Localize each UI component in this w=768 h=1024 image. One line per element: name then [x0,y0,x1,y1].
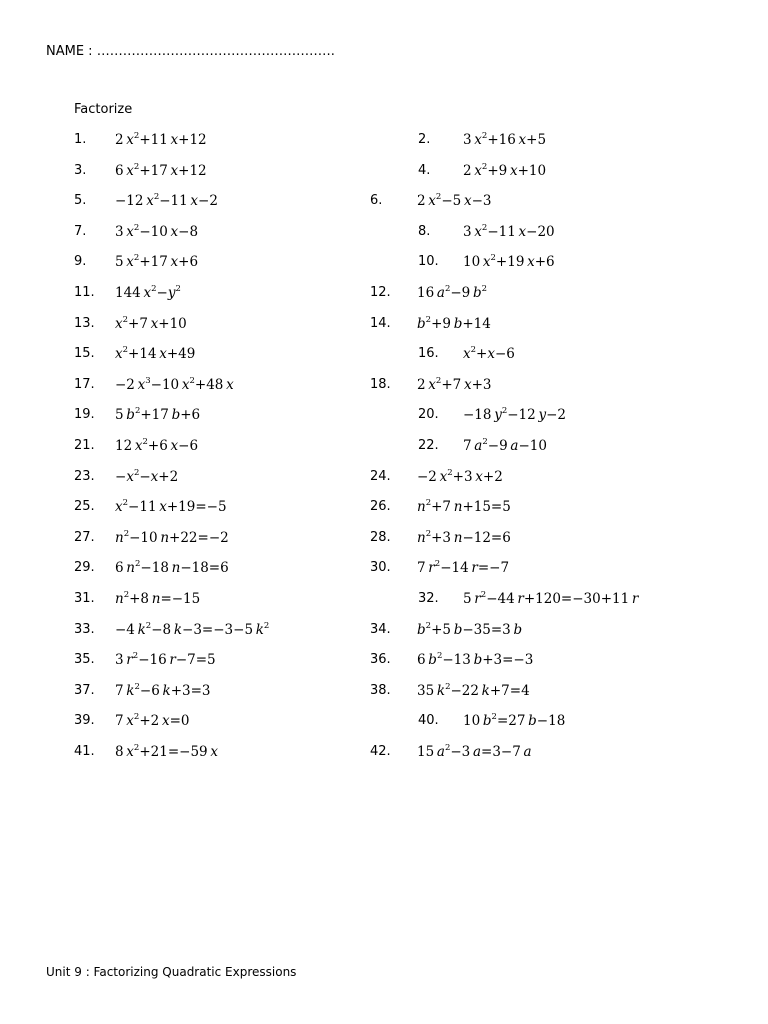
problem-expression: 2 $x^2+9$ x+10 [463,161,547,179]
problem-number: 5. [74,193,87,209]
problem-expression: 3 $x^2-11$ x−20 [463,222,555,240]
problem-number: 13. [74,315,95,331]
problem-expression: 6 $n^2-18$ n−18=6 [115,559,229,577]
problem-number: 20. [418,407,439,423]
problem-expression: $b^2+9$ b+14 [417,314,491,332]
problem-number: 29. [74,560,95,576]
problem-expression: 7 $r^2-14$ r=−7 [417,559,510,577]
problem-number: 1. [74,132,87,147]
problem-number: 27. [74,529,95,545]
problem-expression: −2 $x^3-10$ $x^2+48$ x [115,375,234,393]
problem-number: 11. [74,285,95,300]
problem-expression: $x^2+7$ x+10 [115,314,187,332]
problem-expression: $n^2+7$ n+15=5 [417,498,511,516]
problem-number: 23. [74,468,95,484]
problem-number: 37. [74,682,95,698]
problem-expression: 10 $b^2=27$ b−18 [463,712,566,730]
problem-expression: 3 $x^2+16$ x+5 [463,131,547,148]
problem-expression: 144 $x^2-y^2$ [115,284,181,301]
problem-expression: −4 $k^2-8$ k−3=−3−5 $k^2$ [115,620,270,638]
problem-expression: −12 $x^2-11$ x−2 [115,192,218,210]
problem-number: 7. [74,223,87,239]
problem-number: 26. [370,499,391,515]
problem-number: 19. [74,407,95,423]
problem-number: 12. [370,285,391,300]
problem-number: 24. [370,468,391,484]
problem-number: 6. [370,193,383,209]
problem-number: 39. [74,713,95,729]
problem-expression: 12 $x^2+6$ x−6 [115,437,199,454]
problem-expression: $b^2+5$ b−35=3 b [417,620,523,638]
problem-expression: $x^2+14$ x+49 [115,345,196,363]
problem-expression: 5 $b^2+17$ b+6 [115,406,201,424]
problem-expression: $-x^2-x+2$ [115,467,179,485]
problem-number: 14. [370,315,391,331]
problem-expression: 7 $x^2+2$ x=0 [115,712,190,730]
problem-expression: $n^2-10$ n+22=−2 [115,528,229,546]
instruction-heading: Factorize [74,102,133,117]
problem-expression: 15 $a^2-3$ a=3−7 a [417,743,532,760]
problem-number: 38. [370,682,391,698]
problem-number: 41. [74,744,95,759]
problem-expression: 6 $x^2+17$ x+12 [115,161,207,179]
problem-number: 34. [370,621,391,637]
problem-number: 3. [74,162,87,178]
problem-expression: 2 $x^2-5$ x−3 [417,192,492,210]
problem-number: 15. [74,346,95,362]
problem-number: 35. [74,652,95,668]
problem-number: 25. [74,499,95,515]
problem-expression: 8 $x^2+21=-59$ x [115,743,218,760]
problem-number: 2. [418,132,431,147]
problem-number: 33. [74,621,95,637]
problem-number: 18. [370,376,391,392]
problem-expression: 2 $x^2+7$ x+3 [417,375,492,393]
problem-number: 21. [74,438,95,453]
problem-expression: 2 $x^2+11$ x+12 [115,131,207,148]
footer-text: Unit 9 : Factorizing Quadratic Expressions [46,965,297,979]
problem-number: 8. [418,223,431,239]
problem-number: 36. [370,652,391,668]
problem-expression: 6 $b^2-13$ b+3=−3 [417,651,534,669]
problem-expression: −2 $x^2+3$ x+2 [417,467,503,485]
problem-expression: 3 $x^2-10$ x−8 [115,222,199,240]
problem-number: 42. [370,744,391,759]
problem-expression: 7 $a^2-9$ a−10 [463,437,547,454]
problem-expression: −18 $y^2-12$ y−2 [463,406,566,424]
problem-number: 9. [74,254,87,270]
problem-expression: 3 $r^2-16$ r−7=5 [115,651,216,669]
name-field-label: NAME : ………………………………………………. [46,44,335,59]
problem-number: 30. [370,560,391,576]
problem-number: 10. [418,254,439,270]
problem-expression: 5 $r^2-44$ r+120=−30+11 r [463,590,639,607]
problem-number: 40. [418,713,439,729]
problem-number: 17. [74,376,95,392]
problem-expression: $x^2+x-6$ [463,345,515,363]
problem-number: 31. [74,591,95,606]
problem-expression: 35 $k^2-22$ k+7=4 [417,681,530,699]
problem-expression: 5 $x^2+17$ x+6 [115,253,199,271]
problem-expression: 10 $x^2+19$ x+6 [463,253,555,271]
problem-number: 32. [418,591,439,606]
problem-number: 16. [418,346,439,362]
problem-number: 28. [370,529,391,545]
problem-expression: $x^2-11$ x+19=−5 [115,498,227,516]
problem-expression: $n^2+8$ n=−15 [115,590,201,607]
problem-expression: 16 $a^2-9$ $b^2$ [417,284,488,301]
problem-number: 4. [418,162,431,178]
problem-number: 22. [418,438,439,453]
problem-expression: 7 $k^2-6$ k+3=3 [115,681,211,699]
problem-expression: $n^2+3$ n−12=6 [417,528,511,546]
